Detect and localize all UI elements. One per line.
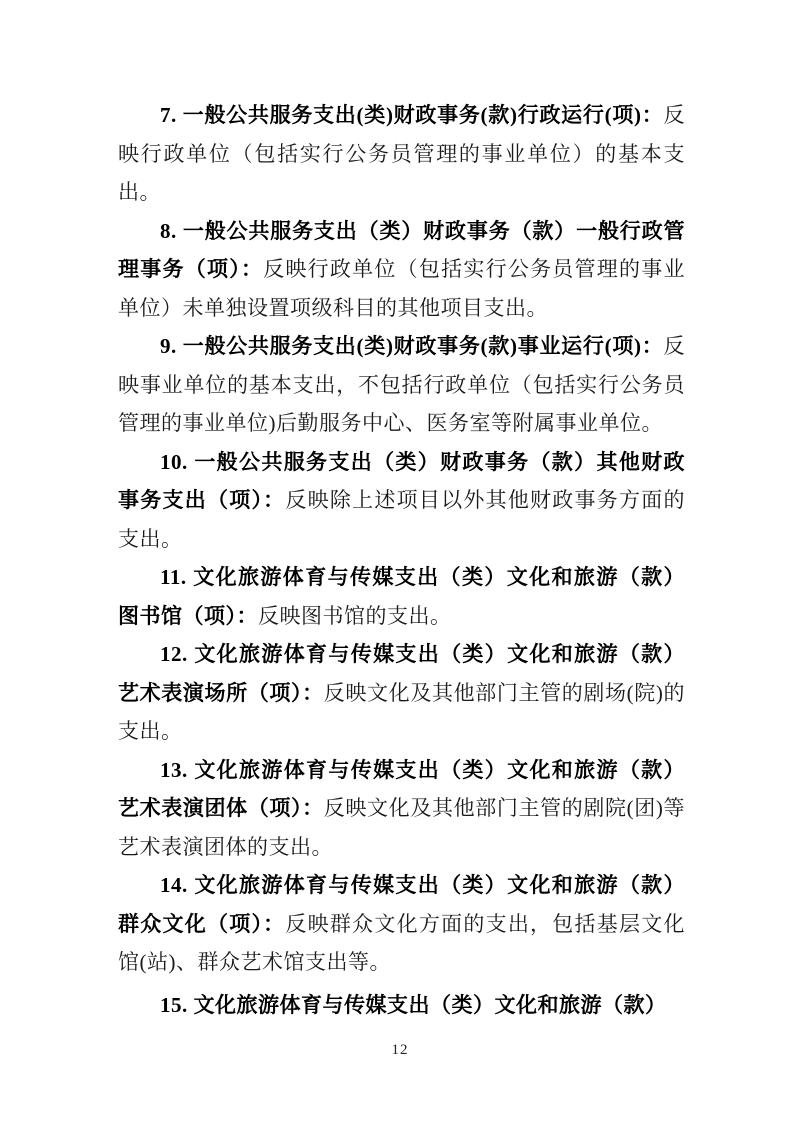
item-body: 反映群众文化方面的支出，包括基层文化馆(站)、群众艺术馆支出等。 — [118, 911, 686, 974]
item-body: 反映文化及其他部门主管的剧院(团)等艺术表演团体的支出。 — [118, 796, 685, 859]
item-heading: 9. 一般公共服务支出(类)财政事务(款)事业运行(项)： — [160, 334, 664, 358]
item-heading: 8. 一般公共服务支出（类）财政事务（款）一般行政管理事务（项）： — [118, 218, 685, 281]
page-number: 12 — [391, 1042, 409, 1058]
expense-item-13 — [118, 751, 685, 867]
expense-item-11 — [118, 558, 685, 635]
item-heading: 15. 文化旅游体育与传媒支出（类）文化和旅游（款） — [160, 992, 667, 1017]
item-heading: 13. 文化旅游体育与传媒支出（类）文化和旅游（款）艺术表演团体（项）： — [118, 757, 685, 820]
item-body: 反映事业单位的基本支出，不包括行政单位（包括实行公务员管理的事业单位)后勤服务中心、医务室等附属事业单位。 — [118, 334, 685, 435]
expense-item-7 — [118, 96, 685, 212]
item-body: 反映除上述项目以外其他财政事务方面的支出。 — [118, 488, 686, 551]
item-body: 反映行政单位（包括实行公务员管理的事业单位）未单独设置项级科目的其他项目支出。 — [118, 257, 686, 320]
expense-item-10 — [118, 443, 685, 559]
item-body: 反映行政单位（包括实行公务员管理的事业单位）的基本支出。 — [118, 103, 685, 204]
item-heading: 14. 文化旅游体育与传媒支出（类）文化和旅游（款）群众文化（项）： — [118, 873, 685, 936]
item-heading: 7. 一般公共服务支出(类)财政事务(款)行政运行(项)： — [160, 103, 664, 127]
item-heading: 12. 文化旅游体育与传媒支出（类）文化和旅游（款）艺术表演场所（项）： — [118, 642, 685, 705]
item-heading: 10. 一般公共服务支出（类）财政事务（款）其他财政事务支出（项）： — [118, 449, 685, 512]
expense-item-9 — [118, 327, 685, 443]
expense-item-14 — [118, 866, 685, 982]
expense-item-12 — [118, 635, 685, 751]
expense-item-15 — [118, 986, 685, 1025]
item-heading: 11. 文化旅游体育与传媒支出（类）文化和旅游（款）图书馆（项）： — [118, 565, 685, 628]
item-body: 反映文化及其他部门主管的剧场(院)的支出。 — [118, 680, 685, 743]
item-body: 反映图书馆的支出。 — [258, 603, 452, 628]
expense-item-8 — [118, 212, 685, 328]
